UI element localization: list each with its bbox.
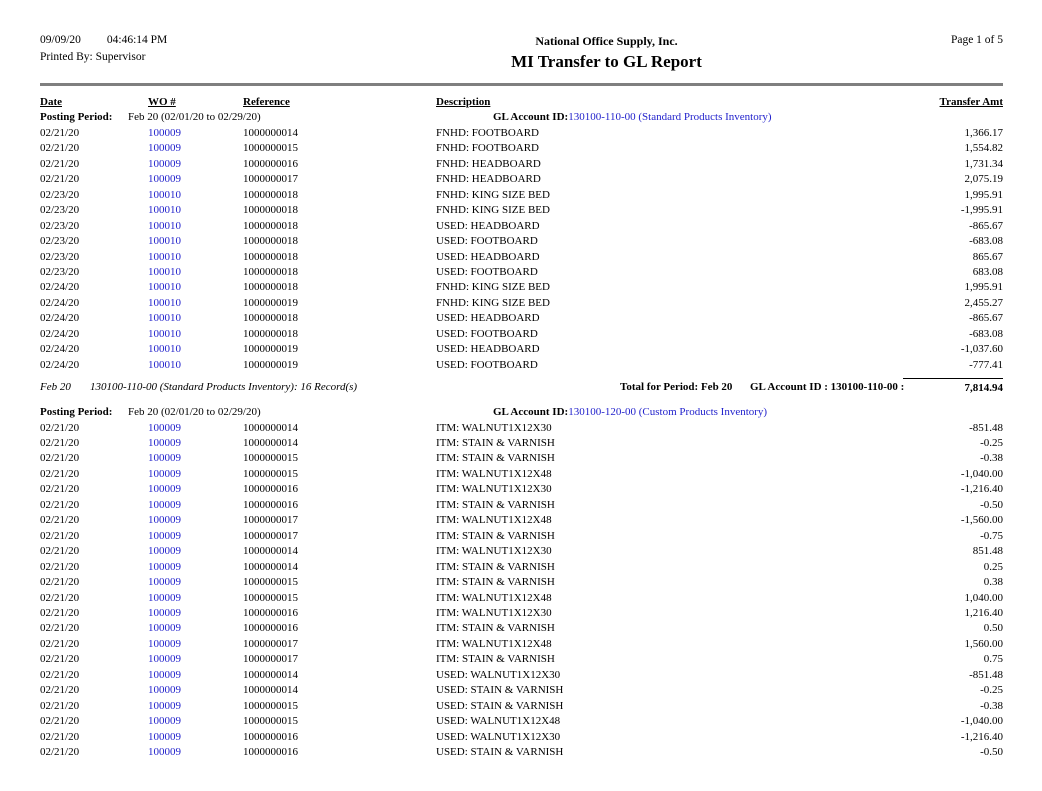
posting-period-value: Feb 20 (02/01/20 to 02/29/20) bbox=[128, 406, 261, 419]
transfer-amt-cell: 1,731.34 bbox=[964, 157, 1003, 170]
transfer-amt-cell: -1,037.60 bbox=[960, 343, 1003, 356]
report-header bbox=[40, 34, 1003, 72]
date-cell: 02/21/20 bbox=[40, 730, 80, 743]
description-cell: ITM: WALNUT1X12X30 bbox=[436, 545, 552, 558]
table-row bbox=[40, 513, 1003, 528]
date-cell: 02/21/20 bbox=[40, 699, 80, 712]
period-summary-line bbox=[40, 380, 1003, 399]
posting-period-label: Posting Period: bbox=[40, 406, 113, 419]
table-row bbox=[40, 575, 1003, 590]
wo-link[interactable]: 100010 bbox=[148, 358, 181, 371]
wo-link[interactable]: 100009 bbox=[148, 467, 181, 480]
transfer-amt-cell: 0.38 bbox=[983, 576, 1003, 589]
transfer-amt-cell: -0.25 bbox=[980, 684, 1003, 697]
description-cell: USED: HEADBOARD bbox=[436, 343, 540, 356]
wo-link[interactable]: 100009 bbox=[148, 126, 181, 139]
reference-cell: 1000000014 bbox=[243, 684, 298, 697]
page-indicator: Page 1 of 5 bbox=[950, 34, 1003, 46]
date-cell: 02/24/20 bbox=[40, 343, 80, 356]
transfer-amt-cell: -1,216.40 bbox=[960, 483, 1003, 496]
transfer-amt-cell: -851.48 bbox=[969, 421, 1003, 434]
transfer-amt-cell: -1,216.40 bbox=[960, 730, 1003, 743]
wo-link[interactable]: 100009 bbox=[148, 157, 181, 170]
summary-total-label: Total for Period: Feb 20 bbox=[620, 381, 733, 394]
description-cell: USED: FOOTBOARD bbox=[436, 235, 538, 248]
date-cell: 02/21/20 bbox=[40, 560, 80, 573]
description-cell: FNHD: FOOTBOARD bbox=[436, 126, 539, 139]
description-cell: FNHD: HEADBOARD bbox=[436, 157, 541, 170]
reference-cell: 1000000018 bbox=[243, 327, 298, 340]
table-row bbox=[40, 280, 1003, 295]
transfer-amt-cell: 0.75 bbox=[983, 653, 1003, 666]
column-header-wo: WO # bbox=[148, 96, 176, 108]
wo-link[interactable]: 100009 bbox=[148, 591, 181, 604]
header-divider bbox=[40, 83, 1003, 86]
table-row bbox=[40, 157, 1003, 172]
wo-link[interactable]: 100010 bbox=[148, 296, 181, 309]
description-cell: FNHD: HEADBOARD bbox=[436, 173, 541, 186]
wo-link[interactable]: 100009 bbox=[148, 699, 181, 712]
wo-link[interactable]: 100009 bbox=[148, 684, 181, 697]
transfer-amt-cell: -851.48 bbox=[969, 668, 1003, 681]
gl-account-line bbox=[493, 110, 772, 125]
wo-link[interactable]: 100009 bbox=[148, 560, 181, 573]
table-row bbox=[40, 436, 1003, 451]
wo-link[interactable]: 100010 bbox=[148, 312, 181, 325]
wo-link[interactable]: 100010 bbox=[148, 343, 181, 356]
wo-link[interactable]: 100009 bbox=[148, 715, 181, 728]
table-row bbox=[40, 560, 1003, 575]
date-cell: 02/21/20 bbox=[40, 483, 80, 496]
column-header-description: Description bbox=[436, 96, 491, 108]
wo-link[interactable]: 100009 bbox=[148, 637, 181, 650]
posting-period-label: Posting Period: bbox=[40, 111, 113, 124]
description-cell: FNHD: KING SIZE BED bbox=[436, 188, 550, 201]
column-header-date: Date bbox=[40, 96, 62, 108]
table-row bbox=[40, 621, 1003, 636]
column-header-transfer-amt: Transfer Amt bbox=[939, 96, 1003, 108]
reference-cell: 1000000014 bbox=[243, 668, 298, 681]
wo-link[interactable]: 100009 bbox=[148, 668, 181, 681]
transfer-amt-cell: -0.38 bbox=[980, 452, 1003, 465]
description-cell: FNHD: KING SIZE BED bbox=[436, 296, 550, 309]
description-cell: ITM: STAIN & VARNISH bbox=[436, 452, 555, 465]
reference-cell: 1000000017 bbox=[243, 173, 298, 186]
description-cell: ITM: WALNUT1X12X30 bbox=[436, 607, 552, 620]
reference-cell: 1000000019 bbox=[243, 343, 298, 356]
reference-cell: 1000000014 bbox=[243, 545, 298, 558]
description-cell: ITM: STAIN & VARNISH bbox=[436, 529, 555, 542]
table-row bbox=[40, 730, 1003, 745]
transfer-amt-cell: 851.48 bbox=[972, 545, 1003, 558]
description-cell: ITM: WALNUT1X12X48 bbox=[436, 514, 552, 527]
date-cell: 02/23/20 bbox=[40, 204, 80, 217]
transfer-amt-cell: 0.25 bbox=[983, 560, 1003, 573]
column-header-reference: Reference bbox=[243, 96, 290, 108]
date-cell: 02/23/20 bbox=[40, 219, 80, 232]
description-cell: ITM: STAIN & VARNISH bbox=[436, 498, 555, 511]
wo-link[interactable]: 100009 bbox=[148, 514, 181, 527]
transfer-amt-cell: 1,560.00 bbox=[964, 637, 1003, 650]
wo-link[interactable]: 100010 bbox=[148, 204, 181, 217]
reference-cell: 1000000016 bbox=[243, 157, 298, 170]
description-cell: ITM: STAIN & VARNISH bbox=[436, 576, 555, 589]
date-cell: 02/21/20 bbox=[40, 576, 80, 589]
transfer-amt-cell: 865.67 bbox=[972, 250, 1003, 263]
description-cell: USED: STAIN & VARNISH bbox=[436, 684, 564, 697]
posting-period-line bbox=[40, 110, 1003, 125]
posting-period-line bbox=[40, 405, 1003, 420]
reference-cell: 1000000015 bbox=[243, 699, 298, 712]
wo-link[interactable]: 100009 bbox=[148, 452, 181, 465]
date-cell: 02/21/20 bbox=[40, 637, 80, 650]
reference-cell: 1000000018 bbox=[243, 281, 298, 294]
table-row bbox=[40, 498, 1003, 513]
wo-link[interactable]: 100009 bbox=[148, 622, 181, 635]
company-name: National Office Supply, Inc. bbox=[535, 34, 678, 48]
transfer-amt-cell: 2,455.27 bbox=[964, 296, 1003, 309]
reference-cell: 1000000016 bbox=[243, 730, 298, 743]
date-cell: 02/23/20 bbox=[40, 188, 80, 201]
report-title: MI Transfer to GL Report bbox=[511, 52, 702, 71]
reference-cell: 1000000015 bbox=[243, 715, 298, 728]
description-cell: ITM: WALNUT1X12X30 bbox=[436, 483, 552, 496]
table-row bbox=[40, 141, 1003, 156]
reference-cell: 1000000018 bbox=[243, 312, 298, 325]
transfer-amt-cell: -865.67 bbox=[969, 219, 1003, 232]
wo-link[interactable]: 100010 bbox=[148, 265, 181, 278]
table-row bbox=[40, 714, 1003, 729]
reference-cell: 1000000016 bbox=[243, 498, 298, 511]
date-cell: 02/21/20 bbox=[40, 498, 80, 511]
wo-link[interactable]: 100010 bbox=[148, 188, 181, 201]
transfer-amt-cell: 1,995.91 bbox=[964, 281, 1003, 294]
table-row bbox=[40, 745, 1003, 760]
transfer-amt-cell: -0.38 bbox=[980, 699, 1003, 712]
date-cell: 02/21/20 bbox=[40, 437, 80, 450]
reference-cell: 1000000016 bbox=[243, 483, 298, 496]
reference-cell: 1000000017 bbox=[243, 529, 298, 542]
table-row bbox=[40, 234, 1003, 249]
wo-link[interactable]: 100009 bbox=[148, 545, 181, 558]
wo-link[interactable]: 100009 bbox=[148, 421, 181, 434]
table-row bbox=[40, 482, 1003, 497]
wo-link[interactable]: 100010 bbox=[148, 250, 181, 263]
date-cell: 02/21/20 bbox=[40, 684, 80, 697]
description-cell: FNHD: KING SIZE BED bbox=[436, 281, 550, 294]
table-row bbox=[40, 668, 1003, 683]
wo-link[interactable]: 100010 bbox=[148, 235, 181, 248]
reference-cell: 1000000015 bbox=[243, 142, 298, 155]
table-row bbox=[40, 652, 1003, 667]
transfer-amt-cell: 0.50 bbox=[983, 622, 1003, 635]
date-cell: 02/21/20 bbox=[40, 514, 80, 527]
reference-cell: 1000000017 bbox=[243, 514, 298, 527]
transfer-amt-cell: -865.67 bbox=[969, 312, 1003, 325]
reference-cell: 1000000017 bbox=[243, 637, 298, 650]
description-cell: USED: HEADBOARD bbox=[436, 250, 540, 263]
date-cell: 02/21/20 bbox=[40, 173, 80, 186]
summary-account-label: GL Account ID : 130100-110-00 : bbox=[750, 381, 905, 394]
transfer-amt-cell: 2,075.19 bbox=[964, 173, 1003, 186]
transfer-amt-cell: -0.50 bbox=[980, 746, 1003, 759]
reference-cell: 1000000019 bbox=[243, 358, 298, 371]
transfer-amt-cell: 1,216.40 bbox=[964, 607, 1003, 620]
reference-cell: 1000000018 bbox=[243, 265, 298, 278]
reference-cell: 1000000014 bbox=[243, 437, 298, 450]
table-row bbox=[40, 467, 1003, 482]
description-cell: USED: STAIN & VARNISH bbox=[436, 699, 564, 712]
reference-cell: 1000000014 bbox=[243, 421, 298, 434]
description-cell: USED: FOOTBOARD bbox=[436, 327, 538, 340]
wo-link[interactable]: 100009 bbox=[148, 653, 181, 666]
date-cell: 02/21/20 bbox=[40, 529, 80, 542]
reference-cell: 1000000019 bbox=[243, 296, 298, 309]
reference-cell: 1000000015 bbox=[243, 452, 298, 465]
summary-detail: 130100-110-00 (Standard Products Inventory): 16 Record(s) bbox=[90, 381, 358, 394]
description-cell: ITM: STAIN & VARNISH bbox=[436, 622, 555, 635]
description-cell: FNHD: KING SIZE BED bbox=[436, 204, 550, 217]
reference-cell: 1000000015 bbox=[243, 576, 298, 589]
reference-cell: 1000000016 bbox=[243, 607, 298, 620]
reference-cell: 1000000014 bbox=[243, 126, 298, 139]
transfer-amt-cell: 683.08 bbox=[972, 265, 1003, 278]
transfer-amt-cell: -0.50 bbox=[980, 498, 1003, 511]
description-cell: USED: HEADBOARD bbox=[436, 219, 540, 232]
table-row bbox=[40, 637, 1003, 652]
date-cell: 02/21/20 bbox=[40, 126, 80, 139]
transfer-amt-cell: -777.41 bbox=[969, 358, 1003, 371]
reference-cell: 1000000018 bbox=[243, 250, 298, 263]
table-row bbox=[40, 591, 1003, 606]
transfer-amt-cell: 1,995.91 bbox=[964, 188, 1003, 201]
reference-cell: 1000000018 bbox=[243, 204, 298, 217]
date-cell: 02/21/20 bbox=[40, 157, 80, 170]
print-date: 09/09/20 bbox=[40, 34, 81, 46]
transfer-amt-cell: -0.75 bbox=[980, 529, 1003, 542]
date-cell: 02/24/20 bbox=[40, 296, 80, 309]
description-cell: ITM: WALNUT1X12X48 bbox=[436, 467, 552, 480]
description-cell: FNHD: FOOTBOARD bbox=[436, 142, 539, 155]
date-cell: 02/23/20 bbox=[40, 235, 80, 248]
date-cell: 02/24/20 bbox=[40, 281, 80, 294]
transfer-amt-cell: -1,995.91 bbox=[960, 204, 1003, 217]
description-cell: USED: WALNUT1X12X30 bbox=[436, 730, 561, 743]
date-cell: 02/23/20 bbox=[40, 265, 80, 278]
transfer-amt-cell: -683.08 bbox=[969, 235, 1003, 248]
description-cell: USED: WALNUT1X12X48 bbox=[436, 715, 561, 728]
transfer-amt-cell: 1,040.00 bbox=[964, 591, 1003, 604]
wo-link[interactable]: 100009 bbox=[148, 746, 181, 759]
gl-account-label: GL Account ID: bbox=[493, 406, 569, 419]
reference-cell: 1000000015 bbox=[243, 467, 298, 480]
description-cell: USED: FOOTBOARD bbox=[436, 358, 538, 371]
table-row bbox=[40, 421, 1003, 436]
table-row bbox=[40, 544, 1003, 559]
table-row bbox=[40, 699, 1003, 714]
date-cell: 02/21/20 bbox=[40, 467, 80, 480]
transfer-amt-cell: 1,366.17 bbox=[964, 126, 1003, 139]
wo-link[interactable]: 100009 bbox=[148, 437, 181, 450]
summary-total-amount: 7,814.94 bbox=[903, 378, 1003, 396]
wo-link[interactable]: 100009 bbox=[148, 576, 181, 589]
transfer-amt-cell: -1,040.00 bbox=[960, 467, 1003, 480]
wo-link[interactable]: 100009 bbox=[148, 142, 181, 155]
description-cell: ITM: WALNUT1X12X30 bbox=[436, 421, 552, 434]
date-cell: 02/21/20 bbox=[40, 653, 80, 666]
table-row bbox=[40, 311, 1003, 326]
date-cell: 02/23/20 bbox=[40, 250, 80, 263]
reference-cell: 1000000018 bbox=[243, 219, 298, 232]
date-cell: 02/21/20 bbox=[40, 591, 80, 604]
table-row bbox=[40, 219, 1003, 234]
date-cell: 02/21/20 bbox=[40, 715, 80, 728]
description-cell: ITM: WALNUT1X12X48 bbox=[436, 637, 552, 650]
description-cell: ITM: STAIN & VARNISH bbox=[436, 653, 555, 666]
date-cell: 02/24/20 bbox=[40, 312, 80, 325]
reference-cell: 1000000018 bbox=[243, 235, 298, 248]
date-cell: 02/21/20 bbox=[40, 452, 80, 465]
reference-cell: 1000000018 bbox=[243, 188, 298, 201]
summary-period: Feb 20 bbox=[40, 381, 71, 394]
table-row bbox=[40, 606, 1003, 621]
transfer-amt-cell: -1,040.00 bbox=[960, 715, 1003, 728]
description-cell: USED: HEADBOARD bbox=[436, 312, 540, 325]
table-row bbox=[40, 358, 1003, 373]
table-row bbox=[40, 296, 1003, 311]
reference-cell: 1000000016 bbox=[243, 746, 298, 759]
reference-cell: 1000000015 bbox=[243, 591, 298, 604]
header-center bbox=[350, 34, 863, 72]
reference-cell: 1000000014 bbox=[243, 560, 298, 573]
description-cell: ITM: WALNUT1X12X48 bbox=[436, 591, 552, 604]
wo-link[interactable]: 100009 bbox=[148, 483, 181, 496]
table-row bbox=[40, 683, 1003, 698]
gl-account-line bbox=[493, 405, 767, 420]
date-cell: 02/24/20 bbox=[40, 358, 80, 371]
table-row bbox=[40, 203, 1003, 218]
table-row bbox=[40, 188, 1003, 203]
date-cell: 02/21/20 bbox=[40, 668, 80, 681]
gl-account-link[interactable]: 130100-120-00 (Custom Products Inventory) bbox=[568, 406, 768, 419]
table-row bbox=[40, 342, 1003, 357]
column-headers bbox=[40, 95, 1003, 110]
date-cell: 02/21/20 bbox=[40, 421, 80, 434]
transfer-amt-cell: -0.25 bbox=[980, 437, 1003, 450]
description-cell: USED: STAIN & VARNISH bbox=[436, 746, 564, 759]
table-row bbox=[40, 126, 1003, 141]
date-cell: 02/21/20 bbox=[40, 545, 80, 558]
description-cell: USED: FOOTBOARD bbox=[436, 265, 538, 278]
header-left bbox=[40, 34, 350, 63]
date-cell: 02/21/20 bbox=[40, 607, 80, 620]
print-datetime bbox=[40, 34, 350, 46]
date-cell: 02/24/20 bbox=[40, 327, 80, 340]
table-row bbox=[40, 172, 1003, 187]
wo-link[interactable]: 100009 bbox=[148, 607, 181, 620]
transfer-amt-cell: -1,560.00 bbox=[960, 514, 1003, 527]
reference-cell: 1000000017 bbox=[243, 653, 298, 666]
date-cell: 02/21/20 bbox=[40, 142, 80, 155]
table-row bbox=[40, 451, 1003, 466]
wo-link[interactable]: 100010 bbox=[148, 281, 181, 294]
gl-account-link[interactable]: 130100-110-00 (Standard Products Inventory) bbox=[568, 111, 772, 124]
transfer-amt-cell: 1,554.82 bbox=[964, 142, 1003, 155]
wo-link[interactable]: 100009 bbox=[148, 529, 181, 542]
table-row bbox=[40, 265, 1003, 280]
description-cell: USED: WALNUT1X12X30 bbox=[436, 668, 561, 681]
table-row bbox=[40, 327, 1003, 342]
gl-account-label: GL Account ID: bbox=[493, 111, 569, 124]
reference-cell: 1000000016 bbox=[243, 622, 298, 635]
table-row bbox=[40, 250, 1003, 265]
wo-link[interactable]: 100009 bbox=[148, 498, 181, 511]
transfer-amt-cell: -683.08 bbox=[969, 327, 1003, 340]
date-cell: 02/21/20 bbox=[40, 746, 80, 759]
wo-link[interactable]: 100010 bbox=[148, 219, 181, 232]
wo-link[interactable]: 100009 bbox=[148, 730, 181, 743]
table-row bbox=[40, 529, 1003, 544]
date-cell: 02/21/20 bbox=[40, 622, 80, 635]
print-time: 04:46:14 PM bbox=[106, 34, 168, 46]
wo-link[interactable]: 100010 bbox=[148, 327, 181, 340]
description-cell: ITM: STAIN & VARNISH bbox=[436, 437, 555, 450]
wo-link[interactable]: 100009 bbox=[148, 173, 181, 186]
description-cell: ITM: STAIN & VARNISH bbox=[436, 560, 555, 573]
report-body bbox=[40, 110, 1003, 760]
printed-by: Printed By: Supervisor bbox=[40, 51, 146, 63]
posting-period-value: Feb 20 (02/01/20 to 02/29/20) bbox=[128, 111, 261, 124]
